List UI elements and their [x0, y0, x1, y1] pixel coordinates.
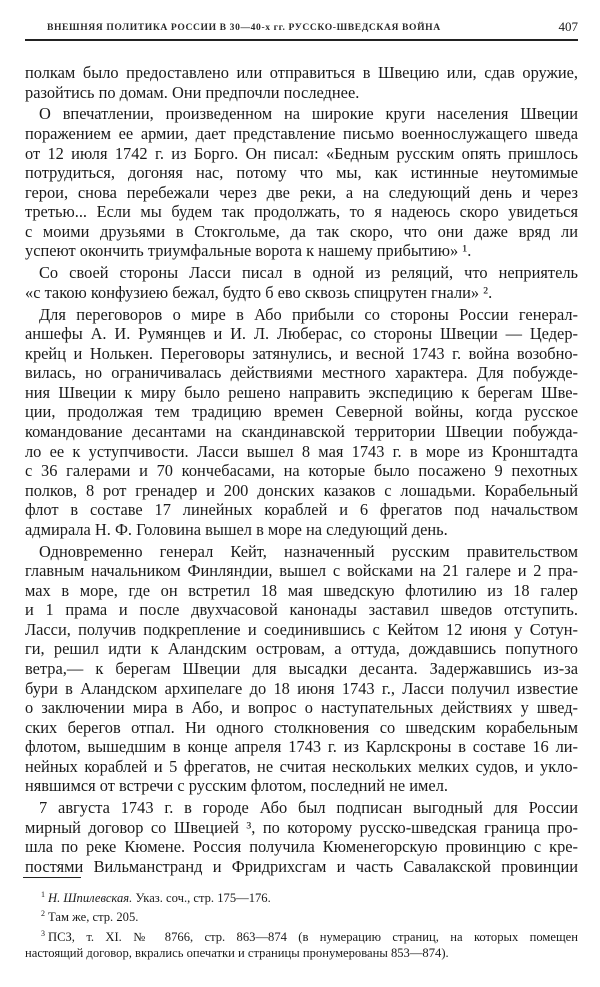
text-line: с моими друзьями в Стокгольме, да так скоро, что они даже вряд ли [25, 221, 578, 241]
text-line: флотом, вышедшим в конце апреля 1743 г. из Карлскроны в составе 16 ли- [25, 737, 578, 757]
text-line: поражением ее армии, дает представление письмо военнослужащего шведа [25, 124, 578, 144]
text-line: разойтись по домам. Они предпочли последнее. [25, 82, 360, 102]
text-line: о заключении мира в Або, и вопрос о наступательных действиях у швед- [25, 698, 578, 718]
text-line: полков, 8 рот гренадер и 200 донских казаков с лошадьми. Корабельный [25, 480, 578, 500]
text-line: и 1 прама и после двухчасовой канонады заставил шведов отступить. [25, 600, 578, 620]
footnote-line [25, 906, 578, 925]
text-line: мирный договор со Швецией ³, по которому русско-шведская граница про- [25, 817, 578, 837]
footnote [25, 906, 578, 925]
footnote-text: Там же, стр. 205. [48, 910, 139, 925]
footnote-text: настоящий договор, вкрались опечатки и страницы пронумерованы 853—874). [25, 946, 449, 961]
text-line: с 36 галерами и 70 кончебасами, на которые было посажено 9 пехотных [25, 461, 578, 481]
footnote-line [25, 887, 578, 906]
footnote [25, 887, 578, 906]
text-line: Для переговоров о мире в Або прибыли со стороны России генерал- [39, 304, 578, 324]
footnote [25, 926, 578, 962]
paragraph [25, 263, 578, 302]
text-line: нявшимся от встречи с русским флотом, последний не имел. [25, 776, 448, 796]
footnote-divider [23, 877, 81, 878]
text-line: ло ее к уступчивости. Ласси вышел 8 мая 1743 г. в море из Кронштадта [25, 441, 578, 461]
text-line: ветра,— к берегам Швеции для высадки десанта. Задержавшись из-за [25, 658, 578, 678]
footnote-number: 2 [41, 909, 45, 919]
paragraph [25, 798, 578, 876]
text-line: герои, снова перебежали через две реки, а на следующий день и через [25, 182, 578, 202]
text-line: главным начальником Финляндии, вышел с войсками на 21 галере и 2 пра- [25, 561, 578, 581]
text-line: успеют окончить триумфальные ворота к нашему прибытию» ¹. [25, 241, 472, 261]
running-header [25, 19, 578, 41]
text-line: ции, продолжая тем традицию времен Северной войны, когда русское [25, 402, 578, 422]
text-line: нейных кораблей и 5 фрегатов, не считая нескольких мелких судов, и укло- [25, 756, 578, 776]
text-line: от 12 июля 1742 г. из Борго. Он писал: «Бедным русским опять пришлось [25, 143, 578, 163]
text-line: командование десантами на скандинавской территории Швеции побужда- [25, 422, 578, 442]
text-line: бури в Аландском архипелаге до 18 июня 1743 г., Ласси получил известие [25, 678, 578, 698]
paragraph [25, 63, 578, 102]
text-line: 7 августа 1743 г. в городе Або был подписан выгодный для России [39, 798, 578, 818]
text-line: Со своей стороны Ласси писал в одной из реляций, что неприятель [39, 263, 578, 283]
text-line: третью... Если мы будем так продолжать, то я надеюсь скоро увидеться [25, 202, 578, 222]
text-line: Ласси, получив подкрепление и соединившись с Кейтом 12 июня у Сотун- [25, 619, 578, 639]
footnote-text: Указ. соч., стр. 175—176. [135, 891, 271, 906]
text-line: Одновременно генерал Кейт, назначенный русским правительством [39, 541, 578, 561]
text-line: ских берегов отпал. Ни одного столкновения со шведским корабельным [25, 717, 578, 737]
paragraph [25, 104, 578, 260]
text-line: постями Вильманстранд и Фридрихсгам и часть Савалакской провинции [25, 856, 578, 876]
text-line: вилась, но ограничивалась действиями местного характера. Для побужде- [25, 363, 578, 383]
text-line: ния Швеции к миру было решено направить экспедицию к берегам Шве- [25, 382, 578, 402]
footnote-line [25, 945, 578, 961]
footnote-number: 3 [41, 928, 45, 938]
text-line: мах в море, где он встретил 18 мая шведскую флотилию из 18 галер [25, 580, 578, 600]
text-line: шла по реке Кюмене. Россия получила Кюменегорскую провинцию с кре- [25, 837, 578, 857]
text-line: крейц и Нолькен. Переговоры затянулись, и весной 1743 г. война возобно- [25, 343, 578, 363]
footnotes [25, 887, 578, 961]
text-line: «с такою конфузиею бежал, будто б ево сквозь спицрутен гнали» ². [25, 282, 493, 302]
footnote-author: Н. Шпилевская. [48, 891, 133, 906]
body-text [25, 63, 578, 879]
text-line: полкам было предоставлено или отправиться в Швецию или, сдав оружие, [25, 63, 578, 82]
text-line: адмирала Н. Ф. Головина вышел в море на следующий день. [25, 519, 448, 539]
text-line: флот в составе 17 линейных кораблей и 6 фрегатов под начальством [25, 500, 578, 520]
page-number: 407 [558, 19, 578, 34]
text-line: потрудиться, догоняя нас, потому что мы, как истинные неутомимые [25, 163, 578, 183]
text-line: ги, решил идти к Аландским островам, а оттуда, дождавшись попутного [25, 639, 578, 659]
running-title: ВНЕШНЯЯ ПОЛИТИКА РОССИИ В 30—40-х гг. РУССКО-ШВЕДСКАЯ ВОЙНА [47, 22, 441, 33]
footnote-number: 1 [41, 890, 45, 899]
footnote-text: ПСЗ, т. XI. № 8766, стр. 863—874 (в нумерацию страниц, на которых помещен [48, 929, 578, 944]
text-line: аншефы А. И. Румянцев и И. Л. Люберас, со стороны Швеции — Цедер- [25, 324, 578, 344]
text-line: О впечатлении, произведенном на широкие круги населения Швеции [39, 104, 578, 124]
footnote-line [25, 926, 578, 945]
paragraph [25, 542, 578, 796]
paragraph [25, 305, 578, 540]
